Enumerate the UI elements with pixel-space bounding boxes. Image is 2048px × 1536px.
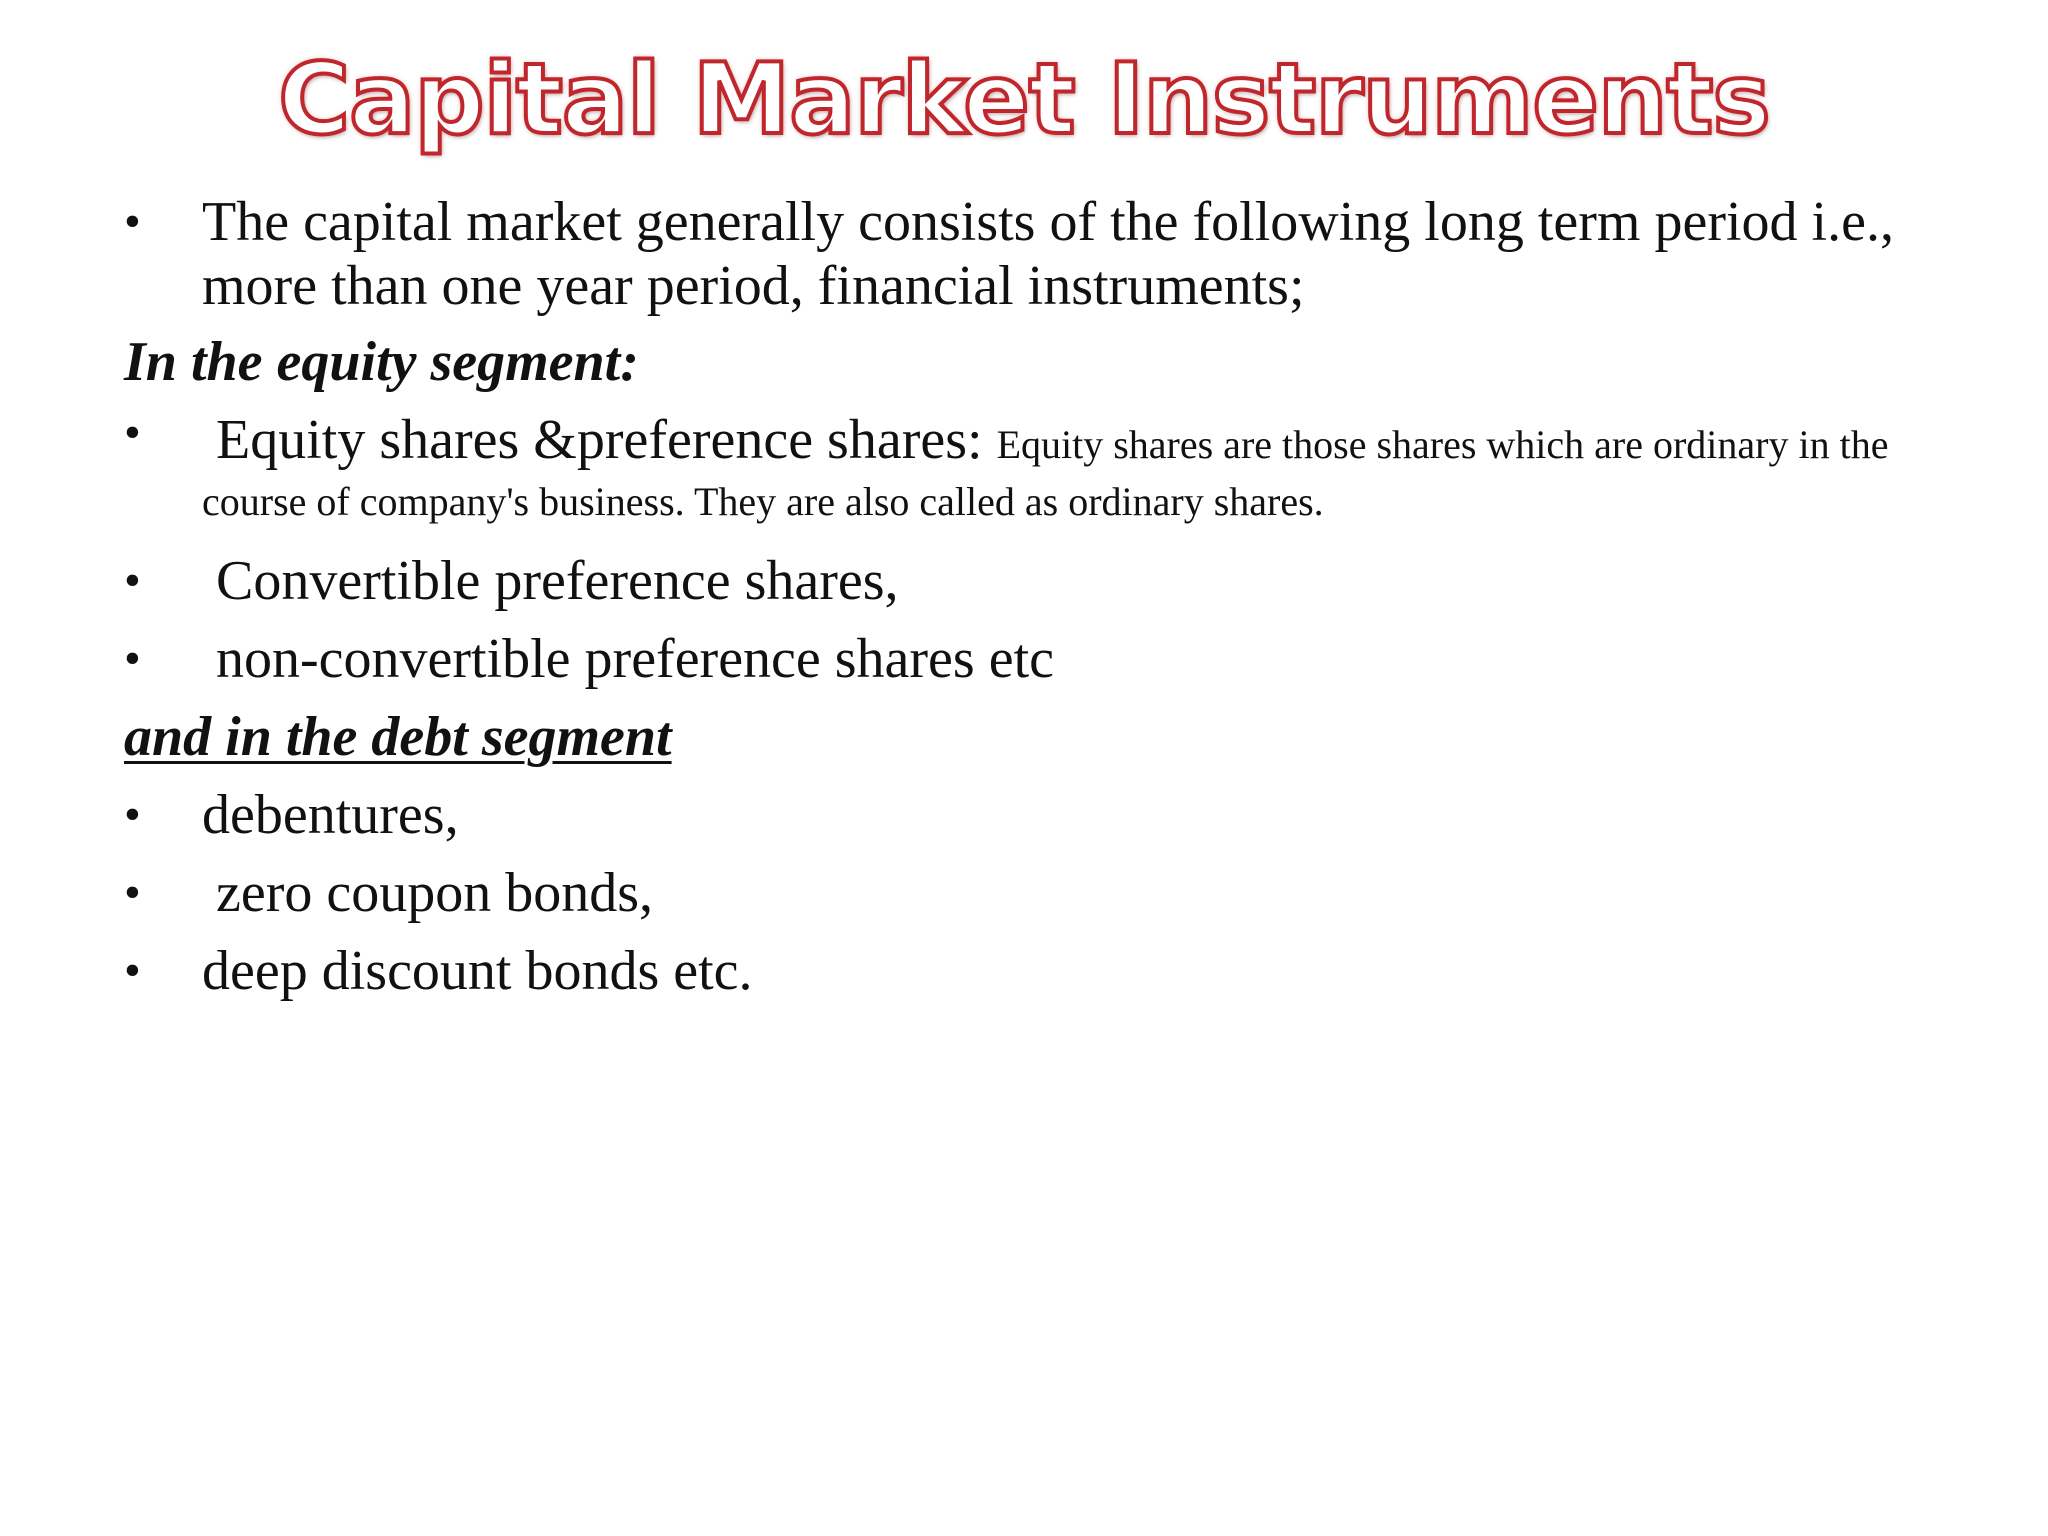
list-item bbox=[124, 627, 1954, 691]
equity-heading: In the equity segment: bbox=[124, 331, 639, 393]
intro-bullet bbox=[124, 190, 1954, 318]
list-item bbox=[124, 408, 1954, 527]
bullet-icon: • bbox=[124, 195, 141, 248]
bullet-icon: • bbox=[124, 632, 141, 685]
slide-content bbox=[124, 180, 1954, 1003]
bullet-icon: • bbox=[124, 866, 141, 919]
equity-item-label: non-convertible preference shares etc bbox=[216, 628, 1054, 690]
debt-heading: and in the debt segment bbox=[124, 706, 672, 768]
bullet-icon: • bbox=[124, 406, 141, 459]
bullet-icon: • bbox=[124, 554, 141, 607]
equity-item-detail: Equity shares are those shares which are ordinary in the course of company's business. They are also called as ordinary shares. bbox=[202, 422, 1889, 524]
debt-item-label: debentures, bbox=[202, 784, 459, 846]
list-item bbox=[124, 549, 1954, 613]
bullet-icon: • bbox=[124, 788, 141, 841]
slide-title: Capital Market Instruments bbox=[278, 43, 1770, 157]
equity-item-label: Equity shares &preference shares: bbox=[216, 409, 983, 471]
equity-item-label: Convertible preference shares, bbox=[216, 550, 899, 612]
list-item bbox=[124, 939, 1954, 1003]
intro-text: The capital market generally consists of the following long term period i.e., more than one year period, financial instruments; bbox=[202, 191, 1894, 317]
list-item bbox=[124, 861, 1954, 925]
bullet-icon: • bbox=[124, 944, 141, 997]
debt-item-label: zero coupon bonds, bbox=[216, 862, 654, 924]
debt-item-label: deep discount bonds etc. bbox=[202, 940, 753, 1002]
list-item bbox=[124, 783, 1954, 847]
